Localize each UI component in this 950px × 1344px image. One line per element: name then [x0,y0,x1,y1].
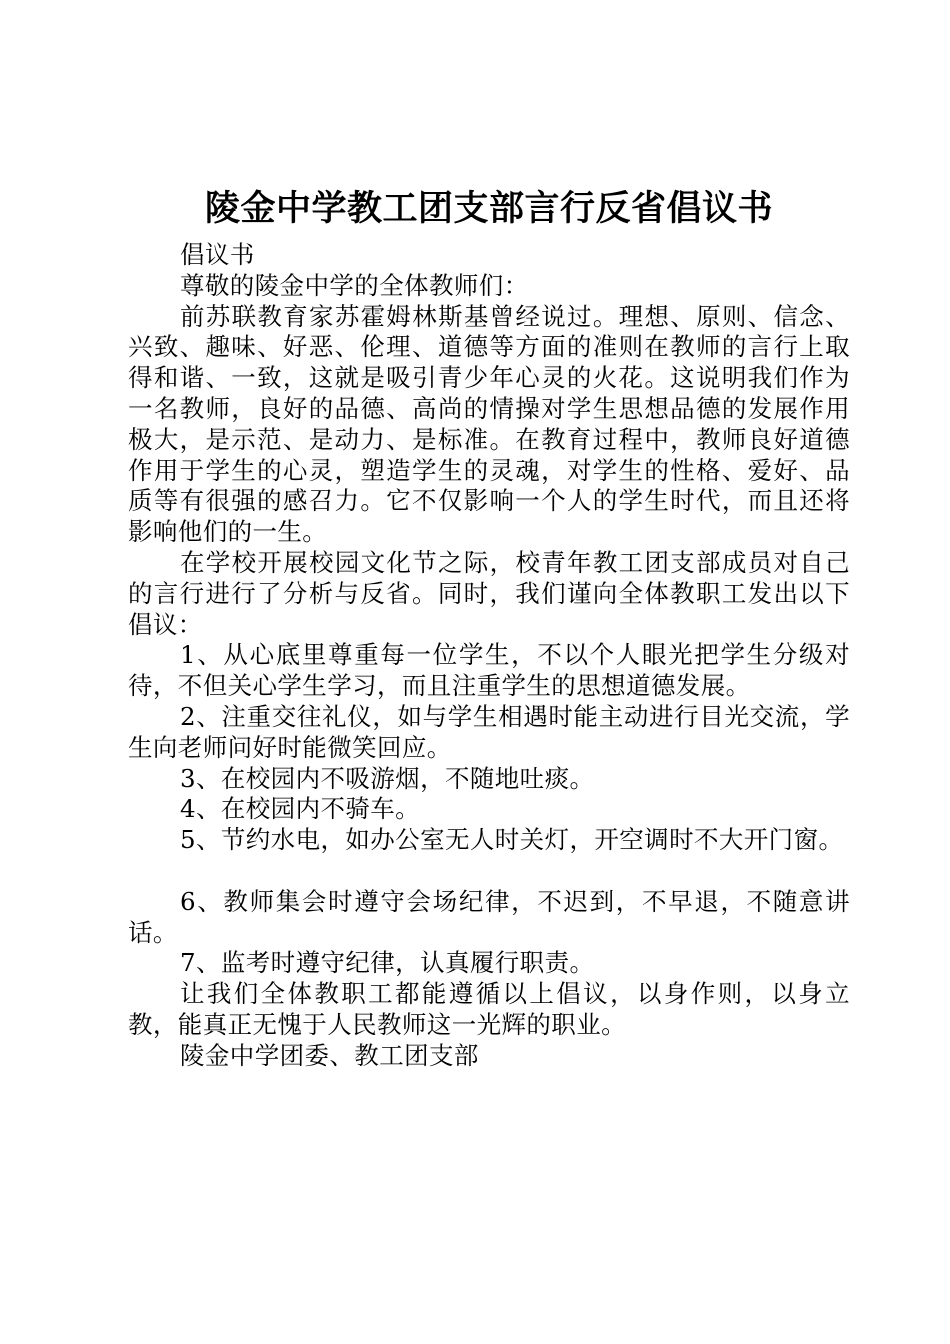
salutation: 尊敬的陵金中学的全体教师们： [180,270,529,300]
document-title: 陵金中学教工团支部言行反省倡议书 [204,189,773,229]
proposal-item-2: 2、注重交往礼仪，如与学生相遇时能主动进行目光交流，学生向老师问好时能微笑回应。 [128,701,850,762]
proposal-item-5: 5、节约水电，如办公室无人时关灯，开空调时不大开门窗。 [180,825,844,855]
proposal-item-1: 1、从心底里尊重每一位学生，不以个人眼光把学生分级对待，不但关心学生学习，而且注重学生的思想道德发展。 [128,640,850,701]
context-paragraph: 在学校开展校园文化节之际，校青年教工团支部成员对自己的言行进行了分析与反省。同时，我们谨向全体教职工发出以下倡议： [128,547,850,639]
heading-label: 倡议书 [180,240,255,269]
proposal-item-3: 3、在校园内不吸游烟，不随地吐痰。 [180,763,595,793]
closing-paragraph: 让我们全体教职工都能遵循以上倡议，以身作则，以身立教，能真正无愧于人民教师这一光辉的职业。 [128,979,850,1039]
signature: 陵金中学团委、教工团支部 [180,1040,479,1070]
proposal-item-4: 4、在校园内不骑车。 [180,794,421,824]
proposal-item-7: 7、监考时遵守纪律，认真履行职责。 [180,948,595,978]
proposal-item-6: 6、教师集会时遵守会场纪律，不迟到，不早退，不随意讲话。 [128,886,850,947]
intro-paragraph: 前苏联教育家苏霍姆林斯基曾经说过。理想、原则、信念、兴致、趣味、好恶、伦理、道德等方面的准则在教师的言行上取得和谐、一致，这就是吸引青少年心灵的火花。这说明我们作为一名教师，良好的品德、高尚的情操对学生思想品德的发展作用极大，是示范、是动力、是标准。在教育过程中，教师良好道德作用于学生的心灵，塑造学生的灵魂，对学生的性格、爱好、品质等有很强的感召力。它不仅影响一个人的学生时代，而且还将影响他们的一生。 [128,301,850,547]
document-page [128,178,850,1072]
blank-line [128,856,850,887]
